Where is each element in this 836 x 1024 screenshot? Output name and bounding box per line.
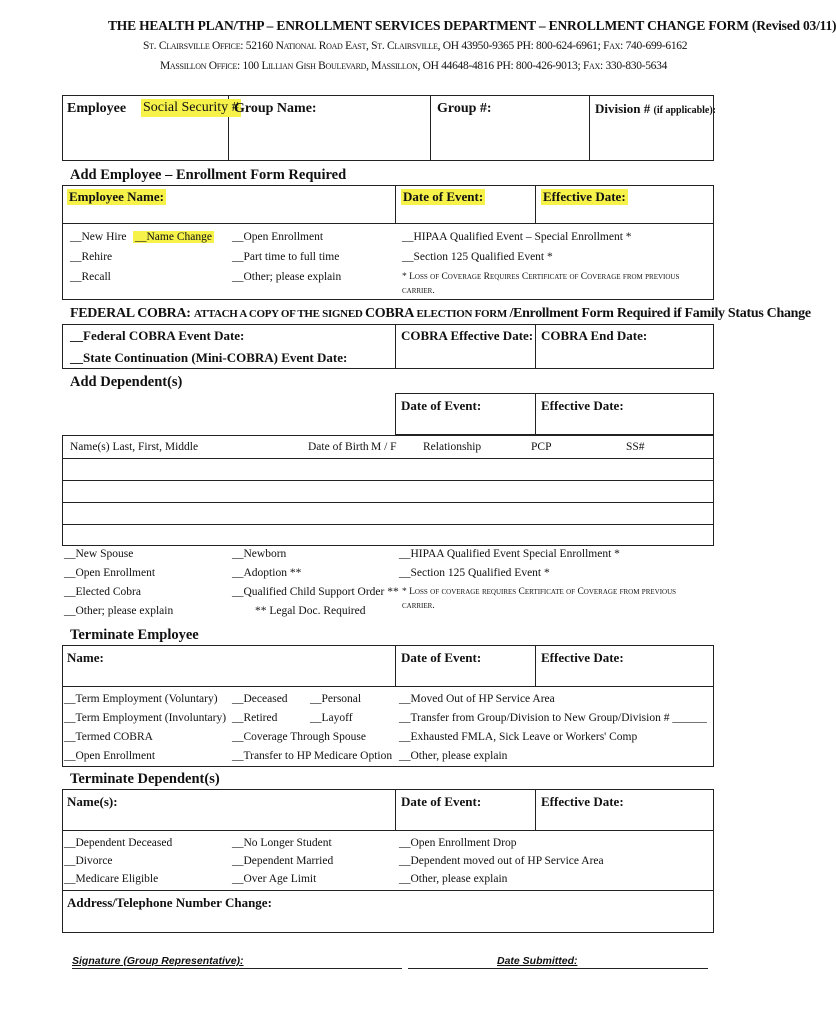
terminate-employee-title: Terminate Employee <box>70 627 199 643</box>
option-new-hire[interactable]: __New Hire <box>70 231 127 243</box>
option-term-voluntary[interactable]: __Term Employment (Voluntary) <box>64 693 218 705</box>
date-of-event-field[interactable]: Date of Event: <box>403 189 484 204</box>
option-hipaa-event[interactable]: __HIPAA Qualified Event Special Enrollment * <box>399 548 620 560</box>
option-coverage-through-spouse[interactable]: __Coverage Through Spouse <box>232 731 366 743</box>
column-relationship: Relationship <box>423 441 482 453</box>
add-dependent-title: Add Dependent(s) <box>70 374 183 390</box>
option-child-support-order[interactable]: __Qualified Child Support Order ** <box>232 586 399 598</box>
option-other-explain[interactable]: __Other; please explain <box>64 605 174 617</box>
option-adoption[interactable]: __Adoption ** <box>232 567 302 579</box>
terminate-effective-date-field[interactable]: Effective Date: <box>541 650 624 665</box>
option-moved-out[interactable]: __Moved Out of HP Service Area <box>399 693 555 705</box>
cobra-end-date-field[interactable]: COBRA End Date: <box>541 328 648 343</box>
option-divorce[interactable]: __Divorce <box>64 855 113 867</box>
signature-line[interactable] <box>72 968 402 969</box>
option-termed-cobra[interactable]: __Termed COBRA <box>64 731 153 743</box>
option-rehire[interactable]: __Rehire <box>70 251 113 263</box>
terminate-name-field[interactable]: Name: <box>67 650 104 665</box>
option-recall[interactable]: __Recall <box>70 271 111 283</box>
option-open-enrollment[interactable]: __Open Enrollment <box>64 750 156 762</box>
federal-cobra-event-date-field[interactable]: __Federal COBRA Event Date: <box>70 328 245 343</box>
option-hipaa-event[interactable]: __HIPAA Qualified Event – Special Enrollment * <box>402 231 632 243</box>
option-newborn[interactable]: __Newborn <box>232 548 287 560</box>
option-transfer-group[interactable]: __Transfer from Group/Division to New Group/Division # ______ <box>399 712 707 724</box>
signature-label: Signature (Group Representative): <box>72 955 244 967</box>
column-name: Name(s) Last, First, Middle <box>70 441 199 453</box>
option-dependent-married[interactable]: __Dependent Married <box>232 855 334 867</box>
column-pcp: PCP <box>531 441 552 453</box>
coverage-note: * Loss of coverage requires Certificate of Coverage from previous carrier. <box>402 587 677 611</box>
option-other-explain[interactable]: __Other, please explain <box>399 750 508 762</box>
option-section-125[interactable]: __Section 125 Qualified Event * <box>402 251 553 263</box>
option-dependent-deceased[interactable]: __Dependent Deceased <box>64 837 173 849</box>
state-continuation-event-date-field[interactable]: __State Continuation (Mini-COBRA) Event Date: <box>70 350 348 365</box>
option-over-age-limit[interactable]: __Over Age Limit <box>232 873 317 885</box>
table-row[interactable] <box>62 480 714 481</box>
table-row[interactable] <box>62 524 714 525</box>
office-address-1: St. Clairsville Office: 52160 National Road East, St. Clairsville, OH 43950-9365 PH: 800-624-6961; Fax: 740-699-6162 <box>143 40 688 52</box>
group-number-field[interactable]: Group #: <box>437 101 492 116</box>
dependent-effective-date-field[interactable]: Effective Date: <box>541 398 624 413</box>
dependent-date-of-event-field[interactable]: Date of Event: <box>401 398 482 413</box>
column-gender: M / F <box>371 441 397 453</box>
option-personal[interactable]: __Personal <box>310 693 362 705</box>
column-date-of-birth: Date of Birth <box>308 441 369 453</box>
legal-doc-note: ** Legal Doc. Required <box>255 605 366 617</box>
option-deceased[interactable]: __Deceased <box>232 693 288 705</box>
dependent-names-field[interactable]: Name(s): <box>67 794 118 809</box>
option-retired[interactable]: __Retired <box>232 712 278 724</box>
option-elected-cobra[interactable]: __Elected Cobra <box>64 586 141 598</box>
terminate-date-of-event-field[interactable]: Date of Event: <box>401 650 482 665</box>
column-ssn: SS# <box>626 441 645 453</box>
coverage-note: * Loss of Coverage Requires Certificate of Coverage from previous carrier. <box>402 272 680 296</box>
form-title: THE HEALTH PLAN/THP – ENROLLMENT SERVICES DEPARTMENT – ENROLLMENT CHANGE FORM (Revised 03/11) <box>108 18 836 33</box>
table-row[interactable] <box>62 502 714 503</box>
option-other-explain[interactable]: __Other; please explain <box>232 271 342 283</box>
employee-name-field[interactable]: Employee Name: <box>69 189 164 204</box>
option-open-enrollment-drop[interactable]: __Open Enrollment Drop <box>399 837 517 849</box>
group-name-field[interactable]: Group Name: <box>234 101 317 116</box>
date-submitted-label: Date Submitted: <box>497 955 578 967</box>
add-employee-title: Add Employee – Enrollment Form Required <box>70 167 347 183</box>
office-address-2: Massillon Office: 100 Lillian Gish Boulevard, Massillon, OH 44648-4816 PH: 800-426-9013; Fax: 330-830-5634 <box>160 60 668 72</box>
option-open-enrollment[interactable]: __Open Enrollment <box>64 567 156 579</box>
option-transfer-medicare[interactable]: __Transfer to HP Medicare Option <box>232 750 393 762</box>
option-part-time-to-full-time[interactable]: __Part time to full time <box>232 251 340 263</box>
terminate-dependent-title: Terminate Dependent(s) <box>70 771 220 787</box>
option-other-explain[interactable]: __Other, please explain <box>399 873 508 885</box>
employee-label: Employee <box>67 101 127 116</box>
term-dep-effective-date-field[interactable]: Effective Date: <box>541 794 624 809</box>
option-no-longer-student[interactable]: __No Longer Student <box>232 837 332 849</box>
ssn-field[interactable]: Social Security # <box>143 100 239 115</box>
option-name-change[interactable]: __Name Change <box>135 231 212 243</box>
cobra-effective-date-field[interactable]: COBRA Effective Date: <box>401 328 534 343</box>
option-moved-out[interactable]: __Dependent moved out of HP Service Area <box>399 855 604 867</box>
option-new-spouse[interactable]: __New Spouse <box>64 548 134 560</box>
term-dep-date-of-event-field[interactable]: Date of Event: <box>401 794 482 809</box>
address-change-field[interactable]: Address/Telephone Number Change: <box>67 895 272 910</box>
option-layoff[interactable]: __Layoff <box>310 712 353 724</box>
effective-date-field[interactable]: Effective Date: <box>543 189 626 204</box>
date-submitted-line[interactable] <box>408 968 708 969</box>
division-field[interactable]: Division # (if applicable): <box>595 101 717 116</box>
option-term-involuntary[interactable]: __Term Employment (Involuntary) <box>64 712 227 724</box>
option-open-enrollment[interactable]: __Open Enrollment <box>232 231 324 243</box>
cobra-title: FEDERAL COBRA: ATTACH A COPY OF THE SIGNED COBRA ELECTION FORM /Enrollment Form Required if Family Status Change <box>70 306 811 321</box>
option-medicare-eligible[interactable]: __Medicare Eligible <box>64 873 159 885</box>
option-section-125[interactable]: __Section 125 Qualified Event * <box>399 567 550 579</box>
option-exhausted-fmla[interactable]: __Exhausted FMLA, Sick Leave or Workers' Comp <box>399 731 638 743</box>
